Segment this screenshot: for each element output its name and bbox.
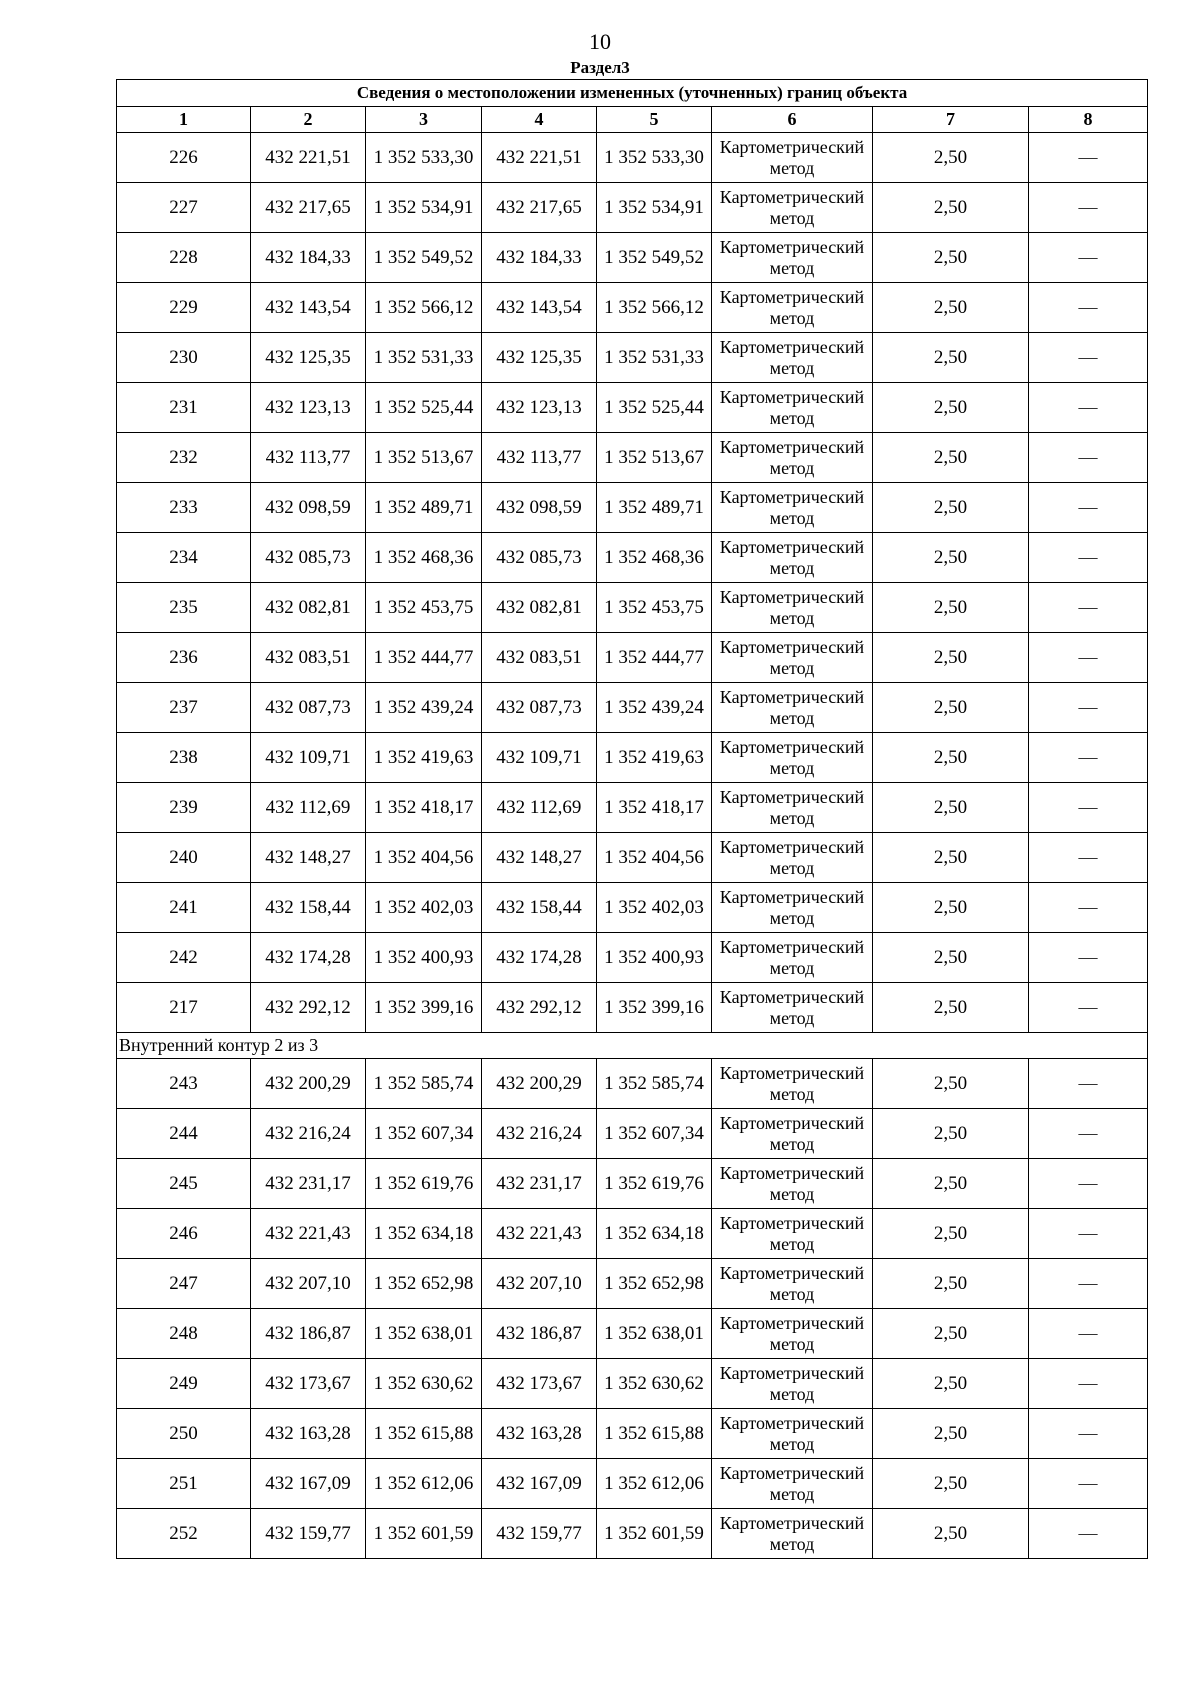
existing-x-cell: 432 200,29 [251, 1059, 366, 1109]
existing-x-cell: 432 148,27 [251, 833, 366, 883]
existing-x-cell: 432 174,28 [251, 933, 366, 983]
refined-y-cell: 1 352 638,01 [597, 1309, 712, 1359]
point-number-cell: 250 [117, 1409, 251, 1459]
note-cell: — [1029, 283, 1148, 333]
refined-x-cell: 432 123,13 [482, 383, 597, 433]
method-cell: Картометрический метод [712, 833, 873, 883]
note-cell: — [1029, 1209, 1148, 1259]
accuracy-cell: 2,50 [873, 1059, 1029, 1109]
point-number-cell: 233 [117, 483, 251, 533]
table-row [117, 1509, 1148, 1559]
note-cell: — [1029, 1309, 1148, 1359]
table-row [117, 733, 1148, 783]
refined-y-cell: 1 352 585,74 [597, 1059, 712, 1109]
point-number-cell: 242 [117, 933, 251, 983]
method-cell: Картометрический метод [712, 233, 873, 283]
method-cell: Картометрический метод [712, 483, 873, 533]
table-row [117, 833, 1148, 883]
refined-y-cell: 1 352 634,18 [597, 1209, 712, 1259]
table-row [117, 433, 1148, 483]
refined-y-cell: 1 352 533,30 [597, 133, 712, 183]
note-cell: — [1029, 983, 1148, 1033]
refined-x-cell: 432 221,43 [482, 1209, 597, 1259]
method-cell: Картометрический метод [712, 783, 873, 833]
method-cell: Картометрический метод [712, 583, 873, 633]
accuracy-cell: 2,50 [873, 1209, 1029, 1259]
refined-y-cell: 1 352 402,03 [597, 883, 712, 933]
column-number: 2 [251, 107, 366, 133]
refined-x-cell: 432 173,67 [482, 1359, 597, 1409]
accuracy-cell: 2,50 [873, 1159, 1029, 1209]
refined-x-cell: 432 217,65 [482, 183, 597, 233]
refined-y-cell: 1 352 619,76 [597, 1159, 712, 1209]
refined-x-cell: 432 221,51 [482, 133, 597, 183]
column-number: 4 [482, 107, 597, 133]
note-cell: — [1029, 383, 1148, 433]
accuracy-cell: 2,50 [873, 233, 1029, 283]
method-cell: Картометрический метод [712, 433, 873, 483]
table-row [117, 1359, 1148, 1409]
accuracy-cell: 2,50 [873, 933, 1029, 983]
method-cell: Картометрический метод [712, 1109, 873, 1159]
note-cell: — [1029, 883, 1148, 933]
accuracy-cell: 2,50 [873, 383, 1029, 433]
existing-x-cell: 432 231,17 [251, 1159, 366, 1209]
method-cell: Картометрический метод [712, 1359, 873, 1409]
table-row [117, 933, 1148, 983]
note-cell: — [1029, 1509, 1148, 1559]
refined-x-cell: 432 125,35 [482, 333, 597, 383]
refined-y-cell: 1 352 444,77 [597, 633, 712, 683]
table-row [117, 1059, 1148, 1109]
refined-x-cell: 432 186,87 [482, 1309, 597, 1359]
refined-x-cell: 432 158,44 [482, 883, 597, 933]
refined-y-cell: 1 352 549,52 [597, 233, 712, 283]
note-cell: — [1029, 783, 1148, 833]
existing-x-cell: 432 113,77 [251, 433, 366, 483]
accuracy-cell: 2,50 [873, 883, 1029, 933]
refined-y-cell: 1 352 513,67 [597, 433, 712, 483]
method-cell: Картометрический метод [712, 283, 873, 333]
refined-x-cell: 432 148,27 [482, 833, 597, 883]
table-row [117, 1309, 1148, 1359]
refined-y-cell: 1 352 404,56 [597, 833, 712, 883]
column-number: 7 [873, 107, 1029, 133]
method-cell: Картометрический метод [712, 383, 873, 433]
existing-y-cell: 1 352 585,74 [366, 1059, 482, 1109]
point-number-cell: 239 [117, 783, 251, 833]
refined-y-cell: 1 352 615,88 [597, 1409, 712, 1459]
table-row [117, 633, 1148, 683]
refined-x-cell: 432 167,09 [482, 1459, 597, 1509]
point-number-cell: 245 [117, 1159, 251, 1209]
refined-x-cell: 432 085,73 [482, 533, 597, 583]
point-number-cell: 228 [117, 233, 251, 283]
existing-x-cell: 432 216,24 [251, 1109, 366, 1159]
refined-y-cell: 1 352 612,06 [597, 1459, 712, 1509]
existing-y-cell: 1 352 444,77 [366, 633, 482, 683]
table-row [117, 283, 1148, 333]
accuracy-cell: 2,50 [873, 283, 1029, 333]
note-cell: — [1029, 633, 1148, 683]
note-cell: — [1029, 233, 1148, 283]
point-number-cell: 229 [117, 283, 251, 333]
table-row [117, 333, 1148, 383]
method-cell: Картометрический метод [712, 533, 873, 583]
refined-x-cell: 432 174,28 [482, 933, 597, 983]
point-number-cell: 226 [117, 133, 251, 183]
existing-x-cell: 432 163,28 [251, 1409, 366, 1459]
contour-label: Внутренний контур 2 из 3 [117, 1033, 1148, 1059]
refined-x-cell: 432 200,29 [482, 1059, 597, 1109]
contour-row [117, 1033, 1148, 1059]
refined-y-cell: 1 352 439,24 [597, 683, 712, 733]
existing-y-cell: 1 352 630,62 [366, 1359, 482, 1409]
refined-x-cell: 432 159,77 [482, 1509, 597, 1559]
point-number-cell: 217 [117, 983, 251, 1033]
existing-y-cell: 1 352 439,24 [366, 683, 482, 733]
note-cell: — [1029, 333, 1148, 383]
method-cell: Картометрический метод [712, 1459, 873, 1509]
method-cell: Картометрический метод [712, 133, 873, 183]
refined-x-cell: 432 112,69 [482, 783, 597, 833]
existing-y-cell: 1 352 534,91 [366, 183, 482, 233]
note-cell: — [1029, 1259, 1148, 1309]
existing-x-cell: 432 158,44 [251, 883, 366, 933]
existing-y-cell: 1 352 566,12 [366, 283, 482, 333]
column-number: 6 [712, 107, 873, 133]
refined-x-cell: 432 087,73 [482, 683, 597, 733]
existing-x-cell: 432 221,43 [251, 1209, 366, 1259]
table-caption: Сведения о местоположении измененных (уточненных) границ объекта [117, 80, 1148, 107]
accuracy-cell: 2,50 [873, 133, 1029, 183]
existing-y-cell: 1 352 400,93 [366, 933, 482, 983]
existing-y-cell: 1 352 525,44 [366, 383, 482, 433]
table-row [117, 133, 1148, 183]
existing-y-cell: 1 352 634,18 [366, 1209, 482, 1259]
table-row [117, 1459, 1148, 1509]
existing-x-cell: 432 123,13 [251, 383, 366, 433]
refined-y-cell: 1 352 534,91 [597, 183, 712, 233]
accuracy-cell: 2,50 [873, 533, 1029, 583]
refined-y-cell: 1 352 399,16 [597, 983, 712, 1033]
existing-y-cell: 1 352 399,16 [366, 983, 482, 1033]
note-cell: — [1029, 133, 1148, 183]
existing-x-cell: 432 186,87 [251, 1309, 366, 1359]
note-cell: — [1029, 1109, 1148, 1159]
point-number-cell: 247 [117, 1259, 251, 1309]
refined-y-cell: 1 352 630,62 [597, 1359, 712, 1409]
point-number-cell: 244 [117, 1109, 251, 1159]
existing-x-cell: 432 173,67 [251, 1359, 366, 1409]
existing-y-cell: 1 352 533,30 [366, 133, 482, 183]
refined-x-cell: 432 216,24 [482, 1109, 597, 1159]
existing-y-cell: 1 352 638,01 [366, 1309, 482, 1359]
coordinates-table [116, 79, 1148, 1559]
existing-y-cell: 1 352 615,88 [366, 1409, 482, 1459]
table-body [117, 133, 1148, 1559]
note-cell: — [1029, 1059, 1148, 1109]
accuracy-cell: 2,50 [873, 183, 1029, 233]
refined-x-cell: 432 163,28 [482, 1409, 597, 1459]
table-row [117, 233, 1148, 283]
note-cell: — [1029, 583, 1148, 633]
point-number-cell: 232 [117, 433, 251, 483]
accuracy-cell: 2,50 [873, 983, 1029, 1033]
existing-y-cell: 1 352 652,98 [366, 1259, 482, 1309]
refined-y-cell: 1 352 468,36 [597, 533, 712, 583]
existing-x-cell: 432 167,09 [251, 1459, 366, 1509]
table-row [117, 883, 1148, 933]
refined-y-cell: 1 352 453,75 [597, 583, 712, 633]
existing-y-cell: 1 352 531,33 [366, 333, 482, 383]
table-row [117, 183, 1148, 233]
table-row [117, 1259, 1148, 1309]
point-number-cell: 238 [117, 733, 251, 783]
existing-y-cell: 1 352 419,63 [366, 733, 482, 783]
refined-x-cell: 432 109,71 [482, 733, 597, 783]
table-row [117, 533, 1148, 583]
existing-y-cell: 1 352 404,56 [366, 833, 482, 883]
method-cell: Картометрический метод [712, 983, 873, 1033]
point-number-cell: 230 [117, 333, 251, 383]
table-row [117, 383, 1148, 433]
refined-x-cell: 432 207,10 [482, 1259, 597, 1309]
existing-x-cell: 432 112,69 [251, 783, 366, 833]
method-cell: Картометрический метод [712, 1259, 873, 1309]
method-cell: Картометрический метод [712, 1409, 873, 1459]
point-number-cell: 234 [117, 533, 251, 583]
point-number-cell: 227 [117, 183, 251, 233]
accuracy-cell: 2,50 [873, 483, 1029, 533]
existing-y-cell: 1 352 418,17 [366, 783, 482, 833]
point-number-cell: 241 [117, 883, 251, 933]
method-cell: Картометрический метод [712, 683, 873, 733]
existing-x-cell: 432 221,51 [251, 133, 366, 183]
point-number-cell: 237 [117, 683, 251, 733]
method-cell: Картометрический метод [712, 633, 873, 683]
point-number-cell: 251 [117, 1459, 251, 1509]
note-cell: — [1029, 1359, 1148, 1409]
existing-x-cell: 432 098,59 [251, 483, 366, 533]
table-row [117, 683, 1148, 733]
table-row [117, 583, 1148, 633]
refined-x-cell: 432 231,17 [482, 1159, 597, 1209]
point-number-cell: 246 [117, 1209, 251, 1259]
point-number-cell: 249 [117, 1359, 251, 1409]
refined-x-cell: 432 113,77 [482, 433, 597, 483]
refined-y-cell: 1 352 418,17 [597, 783, 712, 833]
existing-x-cell: 432 143,54 [251, 283, 366, 333]
accuracy-cell: 2,50 [873, 433, 1029, 483]
refined-x-cell: 432 184,33 [482, 233, 597, 283]
column-number: 8 [1029, 107, 1148, 133]
point-number-cell: 235 [117, 583, 251, 633]
table-row [117, 1159, 1148, 1209]
method-cell: Картометрический метод [712, 1509, 873, 1559]
existing-y-cell: 1 352 601,59 [366, 1509, 482, 1559]
existing-x-cell: 432 109,71 [251, 733, 366, 783]
refined-y-cell: 1 352 419,63 [597, 733, 712, 783]
refined-y-cell: 1 352 489,71 [597, 483, 712, 533]
accuracy-cell: 2,50 [873, 333, 1029, 383]
existing-y-cell: 1 352 619,76 [366, 1159, 482, 1209]
refined-y-cell: 1 352 531,33 [597, 333, 712, 383]
column-number: 1 [117, 107, 251, 133]
method-cell: Картометрический метод [712, 883, 873, 933]
refined-x-cell: 432 143,54 [482, 283, 597, 333]
accuracy-cell: 2,50 [873, 1509, 1029, 1559]
accuracy-cell: 2,50 [873, 783, 1029, 833]
refined-y-cell: 1 352 566,12 [597, 283, 712, 333]
existing-y-cell: 1 352 513,67 [366, 433, 482, 483]
existing-x-cell: 432 159,77 [251, 1509, 366, 1559]
accuracy-cell: 2,50 [873, 1359, 1029, 1409]
refined-x-cell: 432 098,59 [482, 483, 597, 533]
existing-x-cell: 432 292,12 [251, 983, 366, 1033]
note-cell: — [1029, 683, 1148, 733]
note-cell: — [1029, 833, 1148, 883]
table-row [117, 1409, 1148, 1459]
note-cell: — [1029, 933, 1148, 983]
refined-y-cell: 1 352 601,59 [597, 1509, 712, 1559]
accuracy-cell: 2,50 [873, 1309, 1029, 1359]
existing-y-cell: 1 352 402,03 [366, 883, 482, 933]
table-row [117, 783, 1148, 833]
table-row [117, 1209, 1148, 1259]
note-cell: — [1029, 733, 1148, 783]
existing-x-cell: 432 217,65 [251, 183, 366, 233]
accuracy-cell: 2,50 [873, 1409, 1029, 1459]
note-cell: — [1029, 1409, 1148, 1459]
existing-x-cell: 432 087,73 [251, 683, 366, 733]
method-cell: Картометрический метод [712, 1159, 873, 1209]
accuracy-cell: 2,50 [873, 733, 1029, 783]
refined-x-cell: 432 083,51 [482, 633, 597, 683]
note-cell: — [1029, 1159, 1148, 1209]
note-cell: — [1029, 183, 1148, 233]
method-cell: Картометрический метод [712, 1309, 873, 1359]
existing-y-cell: 1 352 549,52 [366, 233, 482, 283]
existing-y-cell: 1 352 612,06 [366, 1459, 482, 1509]
refined-x-cell: 432 082,81 [482, 583, 597, 633]
method-cell: Картометрический метод [712, 933, 873, 983]
refined-y-cell: 1 352 607,34 [597, 1109, 712, 1159]
existing-x-cell: 432 125,35 [251, 333, 366, 383]
existing-y-cell: 1 352 453,75 [366, 583, 482, 633]
accuracy-cell: 2,50 [873, 1459, 1029, 1509]
note-cell: — [1029, 1459, 1148, 1509]
method-cell: Картометрический метод [712, 183, 873, 233]
point-number-cell: 236 [117, 633, 251, 683]
method-cell: Картометрический метод [712, 1209, 873, 1259]
note-cell: — [1029, 433, 1148, 483]
existing-y-cell: 1 352 607,34 [366, 1109, 482, 1159]
accuracy-cell: 2,50 [873, 633, 1029, 683]
existing-x-cell: 432 184,33 [251, 233, 366, 283]
accuracy-cell: 2,50 [873, 1259, 1029, 1309]
existing-x-cell: 432 085,73 [251, 533, 366, 583]
table-row [117, 1109, 1148, 1159]
method-cell: Картометрический метод [712, 1059, 873, 1109]
accuracy-cell: 2,50 [873, 583, 1029, 633]
accuracy-cell: 2,50 [873, 833, 1029, 883]
column-number: 3 [366, 107, 482, 133]
existing-y-cell: 1 352 489,71 [366, 483, 482, 533]
accuracy-cell: 2,50 [873, 1109, 1029, 1159]
table-row [117, 983, 1148, 1033]
column-number-row [117, 107, 1148, 133]
existing-y-cell: 1 352 468,36 [366, 533, 482, 583]
existing-x-cell: 432 082,81 [251, 583, 366, 633]
note-cell: — [1029, 533, 1148, 583]
section-title: Раздел3 [570, 58, 630, 77]
note-cell: — [1029, 483, 1148, 533]
point-number-cell: 252 [117, 1509, 251, 1559]
page-number: 10 [589, 29, 611, 54]
refined-y-cell: 1 352 400,93 [597, 933, 712, 983]
point-number-cell: 231 [117, 383, 251, 433]
method-cell: Картометрический метод [712, 333, 873, 383]
accuracy-cell: 2,50 [873, 683, 1029, 733]
point-number-cell: 240 [117, 833, 251, 883]
point-number-cell: 248 [117, 1309, 251, 1359]
existing-x-cell: 432 207,10 [251, 1259, 366, 1309]
refined-x-cell: 432 292,12 [482, 983, 597, 1033]
refined-y-cell: 1 352 525,44 [597, 383, 712, 433]
refined-y-cell: 1 352 652,98 [597, 1259, 712, 1309]
existing-x-cell: 432 083,51 [251, 633, 366, 683]
table-row [117, 483, 1148, 533]
point-number-cell: 243 [117, 1059, 251, 1109]
method-cell: Картометрический метод [712, 733, 873, 783]
column-number: 5 [597, 107, 712, 133]
